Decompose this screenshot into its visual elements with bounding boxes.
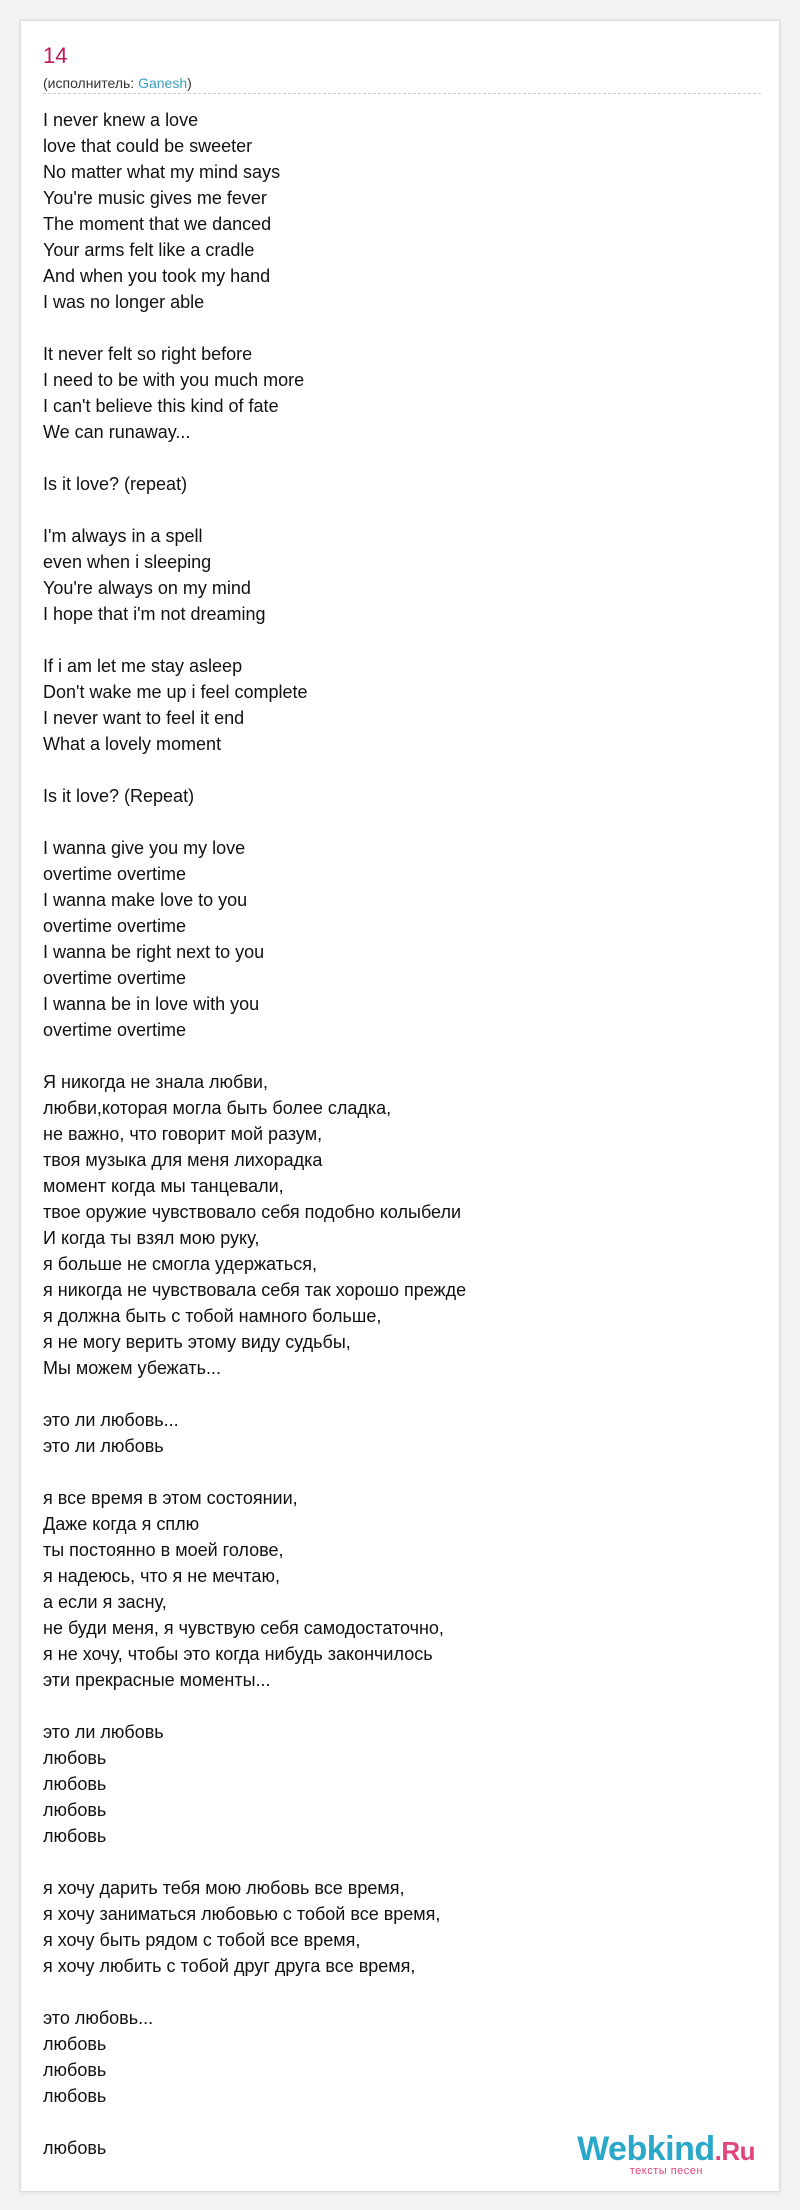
lyrics-stanza [43,835,753,1043]
site-logo[interactable] [577,2131,755,2177]
artist-line [43,74,192,92]
lyric-line: The moment that we danced [43,214,272,234]
lyric-line: We can runaway... [43,422,191,442]
lyric-line: Is it love? (repeat) [43,474,188,494]
lyric-line: Мы можем убежать... [43,1358,221,1378]
lyric-line: момент когда мы танцевали, [43,1176,284,1196]
lyric-line: overtime overtime [43,1020,187,1040]
lyric-line: ты постоянно в моей голове, [43,1540,284,1560]
lyrics-stanza [43,2005,753,2109]
lyric-line: You're music gives me fever [43,188,267,208]
lyrics-stanza [43,1719,753,1849]
lyric-line: Your arms felt like a cradle [43,240,255,260]
lyric-line: любовь [43,2034,107,2054]
lyric-line: I never knew a love [43,110,199,130]
lyrics-stanza [43,1875,753,1979]
lyric-line: я хочу дарить тебя мою любовь все время, [43,1878,405,1898]
lyric-line: любовь [43,1774,107,1794]
lyric-line: I wanna be in love with you [43,994,260,1014]
lyric-line: твоя музыка для меня лихорадка [43,1150,323,1170]
lyrics-stanza [43,1485,753,1693]
logo-wordmark [577,2131,755,2169]
lyric-line: это ли любовь... [43,1410,179,1430]
lyrics-stanza [43,341,753,445]
lyrics-stanza [43,783,753,809]
lyric-line: overtime overtime [43,864,187,884]
lyrics-stanza [43,471,753,497]
lyric-line: I wanna make love to you [43,890,248,910]
lyric-line: я больше не смогла удержаться, [43,1254,317,1274]
lyrics-page [20,20,780,2192]
lyric-line: любовь [43,2086,107,2106]
lyrics-text [43,107,753,2187]
lyric-line: I wanna be right next to you [43,942,265,962]
lyric-line: я никогда не чувствовала себя так хорошо прежде [43,1280,467,1300]
lyric-line: I wanna give you my love [43,838,246,858]
lyric-line: не важно, что говорит мой разум, [43,1124,323,1144]
lyric-line: I can't believe this kind of fate [43,396,279,416]
lyric-line: I'm always in a spell [43,526,203,546]
lyric-line: это ли любовь [43,1722,164,1742]
lyric-line: И когда ты взял мою руку, [43,1228,260,1248]
lyrics-stanza [43,107,753,315]
lyric-line: I never want to feel it end [43,708,245,728]
lyric-line: You're always on my mind [43,578,251,598]
lyric-line: это любовь... [43,2008,154,2028]
lyric-line: я хочу заниматься любовью с тобой все время, [43,1904,441,1924]
lyric-line: я хочу любить с тобой друг друга все время, [43,1956,416,1976]
lyric-line: а если я засну, [43,1592,167,1612]
lyric-line: я надеюсь, что я не мечтаю, [43,1566,280,1586]
lyric-line: It never felt so right before [43,344,253,364]
artist-prefix: (исполнитель: [43,75,139,91]
lyrics-stanza [43,1069,753,1381]
lyric-line: overtime overtime [43,968,187,988]
lyric-line: я все время в этом состоянии, [43,1488,298,1508]
lyric-line: я не хочу, чтобы это когда нибудь закончилось [43,1644,433,1664]
logo-tagline: тексты песен [629,2165,703,2177]
title-divider [43,93,761,94]
lyric-line: любовь [43,2138,107,2158]
lyric-line: любовь [43,2060,107,2080]
lyric-line: even when i sleeping [43,552,212,572]
lyric-line: Я никогда не знала любви, [43,1072,268,1092]
lyric-line: Is it love? (Repeat) [43,786,195,806]
lyric-line: And when you took my hand [43,266,271,286]
lyric-line: любви,которая могла быть более сладка, [43,1098,392,1118]
lyrics-stanza [43,523,753,627]
lyric-line: I need to be with you much more [43,370,305,390]
lyric-line: любовь [43,1826,107,1846]
lyric-line: No matter what my mind says [43,162,281,182]
lyric-line: Даже когда я сплю [43,1514,200,1534]
lyric-line: я не могу верить этому виду судьбы, [43,1332,351,1352]
lyric-line: эти прекрасные моменты... [43,1670,271,1690]
lyric-line: любовь [43,1748,107,1768]
lyric-line: любовь [43,1800,107,1820]
lyric-line: If i am let me stay asleep [43,656,243,676]
lyric-line: love that could be sweeter [43,136,253,156]
logo-domain-text: .Ru [714,2136,755,2166]
artist-link[interactable]: Ganesh [138,75,188,91]
lyric-line: I was no longer able [43,292,205,312]
lyric-line: я хочу быть рядом с тобой все время, [43,1930,361,1950]
artist-suffix: ) [187,75,192,91]
lyrics-stanza [43,1407,753,1459]
lyric-line: не буди меня, я чувствую себя самодостаточно, [43,1618,444,1638]
lyric-line: I hope that i'm not dreaming [43,604,266,624]
lyric-line: твое оружие чувствовало себя подобно колыбели [43,1202,462,1222]
lyric-line: это ли любовь [43,1436,164,1456]
lyric-line: я должна быть с тобой намного больше, [43,1306,382,1326]
lyric-line: Don't wake me up i feel complete [43,682,308,702]
song-title: 14 [43,43,68,68]
lyric-line: What a lovely moment [43,734,222,754]
logo-main-text: Webkind [577,2130,715,2168]
lyrics-stanza [43,653,753,757]
lyric-line: overtime overtime [43,916,187,936]
